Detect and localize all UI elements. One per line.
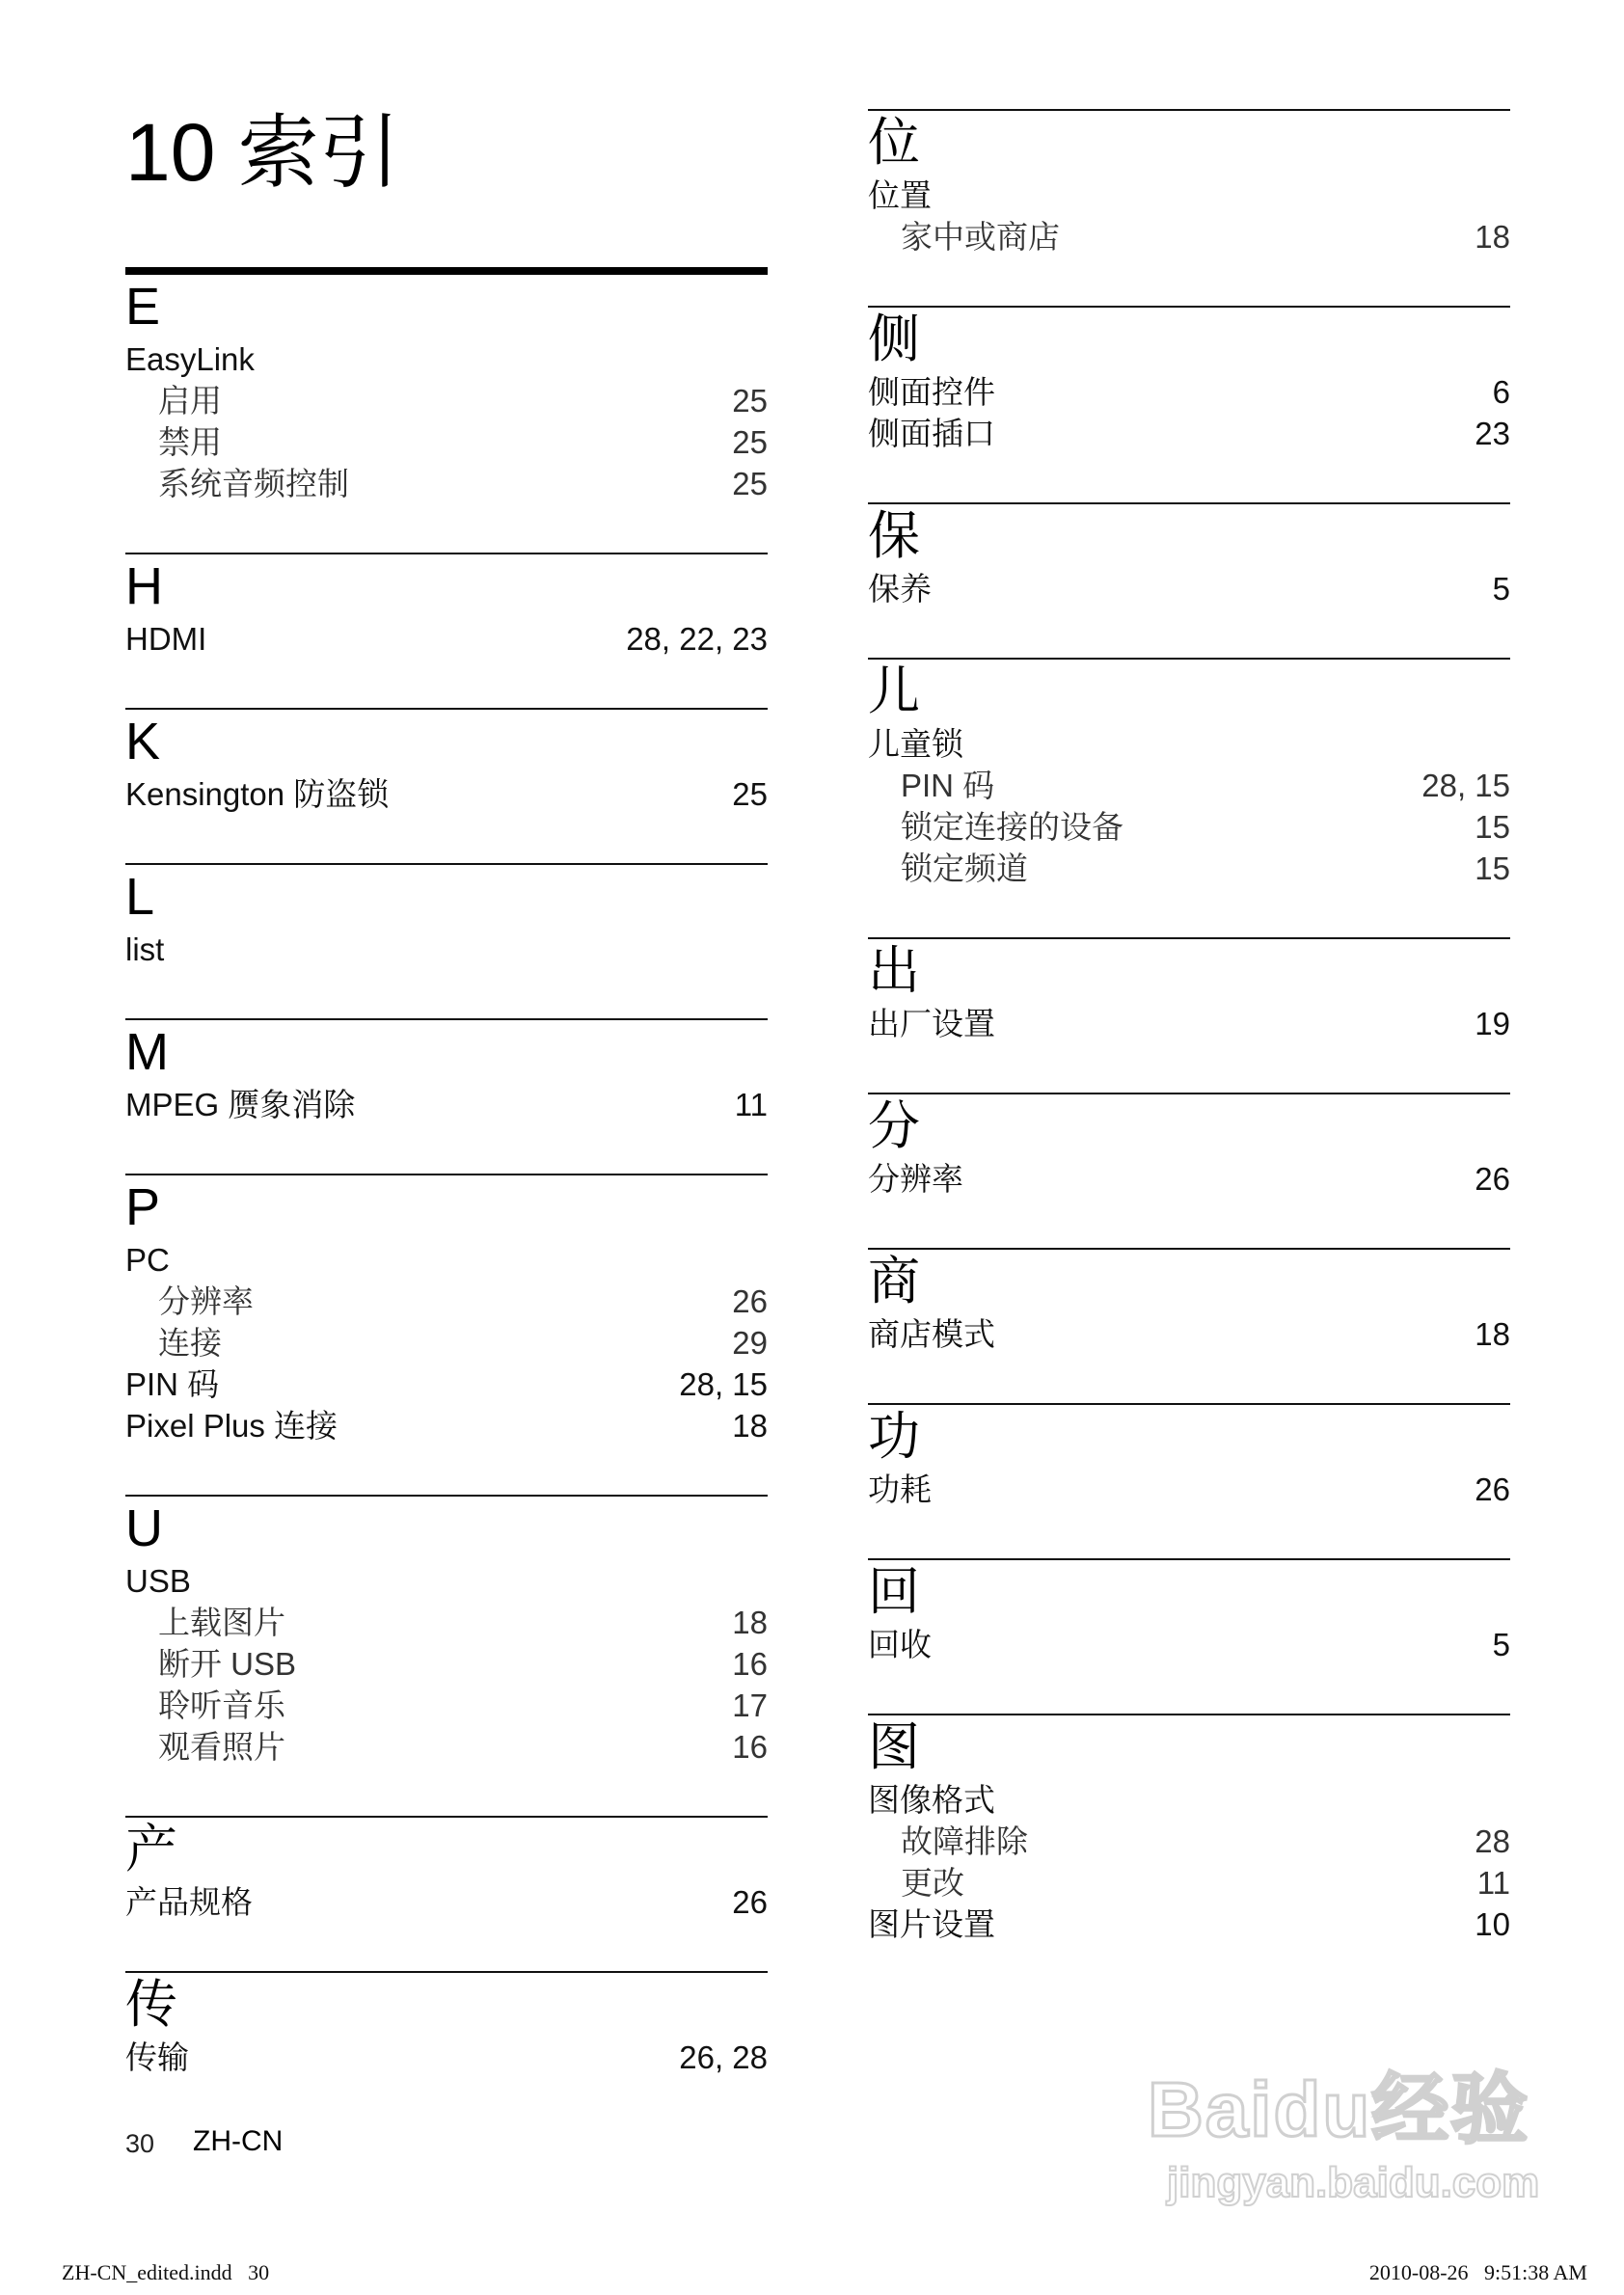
index-section [125, 708, 768, 863]
section-letter: M [125, 1023, 169, 1081]
index-subentry [125, 1726, 768, 1768]
index-subentry [868, 216, 1510, 257]
entry-page-numbers: 28, 15 [679, 1366, 768, 1402]
index-entry [868, 1313, 1510, 1355]
entry-label: 更改 [901, 1865, 964, 1901]
entry-label: list [125, 932, 165, 967]
index-entry [868, 413, 1510, 454]
section-letter: 位 [868, 114, 920, 172]
index-section [868, 109, 1510, 306]
index-entry [868, 1469, 1510, 1510]
index-entry [125, 1364, 768, 1405]
index-section [868, 306, 1510, 502]
entry-page-numbers: 18 [732, 1408, 768, 1444]
index-section [125, 1018, 768, 1174]
index-subentry [125, 1602, 768, 1643]
index-entry [125, 929, 768, 970]
section-letter: 功 [868, 1408, 920, 1466]
entry-page-numbers: 29 [732, 1325, 768, 1361]
section-letter: 分 [868, 1097, 920, 1155]
index-entry [868, 1904, 1510, 1945]
watermark-brand: Baidu经验 [1148, 2066, 1530, 2152]
index-entry [125, 1560, 768, 1602]
entry-page-numbers: 11 [734, 1087, 768, 1122]
watermark-url: jingyan.baidu.com [1167, 2159, 1540, 2206]
index-entry [868, 1624, 1510, 1665]
entry-page-numbers: 18 [1475, 219, 1510, 255]
entry-label: HDMI [125, 621, 207, 657]
entry-label: 启用 [158, 383, 222, 418]
entry-page-numbers: 15 [1475, 850, 1510, 886]
section-letter: 产 [125, 1821, 177, 1878]
section-letter: 出 [868, 942, 920, 1000]
entry-label: 功耗 [868, 1472, 932, 1507]
entry-label: PIN 码 [125, 1366, 220, 1402]
index-section [868, 1093, 1510, 1248]
entry-label: 连接 [158, 1325, 222, 1361]
index-entry [868, 175, 1510, 216]
index-section [868, 1248, 1510, 1403]
entry-label: 产品规格 [125, 1884, 253, 1920]
index-entry [125, 618, 768, 660]
index-entry [868, 371, 1510, 413]
section-letter: 商 [868, 1253, 920, 1310]
index-section [868, 502, 1510, 658]
entry-label: 分辨率 [158, 1283, 254, 1319]
index-subentry [125, 1322, 768, 1364]
entry-page-numbers: 10 [1475, 1906, 1510, 1942]
entry-label: USB [125, 1563, 191, 1599]
index-subentry [868, 848, 1510, 889]
index-entry [125, 1881, 768, 1923]
index-subentry [125, 380, 768, 421]
entry-page-numbers: 15 [1475, 809, 1510, 845]
index-entry [125, 2037, 768, 2078]
section-letter: P [125, 1178, 161, 1236]
index-section [125, 863, 768, 1018]
entry-label: Kensington 防盗锁 [125, 776, 390, 812]
section-letter: E [125, 278, 161, 336]
index-section [868, 658, 1510, 937]
index-entry [868, 1779, 1510, 1821]
language-code: ZH-CN [193, 2125, 284, 2157]
index-section [125, 267, 768, 553]
entry-label: 观看照片 [158, 1729, 285, 1765]
entry-label: 位置 [868, 177, 932, 213]
entry-page-numbers: 26 [1475, 1161, 1510, 1197]
index-subentry [868, 1821, 1510, 1862]
entry-label: 聆听音乐 [158, 1688, 285, 1723]
index-column-left [125, 267, 768, 2126]
entry-label: PIN 码 [901, 768, 995, 803]
entry-label: 侧面控件 [868, 374, 995, 410]
entry-page-numbers: 25 [732, 424, 768, 460]
entry-label: 传输 [125, 2039, 189, 2075]
section-letter: 传 [125, 1976, 177, 2034]
index-subentry [868, 806, 1510, 848]
index-section [868, 937, 1510, 1093]
index-section [125, 553, 768, 708]
index-entry [125, 338, 768, 380]
entry-label: 出厂设置 [868, 1006, 995, 1041]
entry-page-numbers: 18 [732, 1605, 768, 1640]
entry-label: 上载图片 [158, 1605, 285, 1640]
entry-page-numbers: 6 [1492, 374, 1510, 410]
entry-label: 分辨率 [868, 1161, 963, 1197]
section-letter: U [125, 1499, 163, 1557]
entry-page-numbers: 25 [732, 383, 768, 418]
index-entry [868, 1003, 1510, 1044]
entry-page-numbers: 28 [1475, 1823, 1510, 1859]
entry-page-numbers: 16 [732, 1729, 768, 1765]
index-column-right [868, 109, 1510, 1993]
entry-label: 图片设置 [868, 1906, 995, 1942]
entry-page-numbers: 28, 22, 23 [626, 621, 768, 657]
entry-page-numbers: 26, 28 [679, 2039, 768, 2075]
index-subentry [125, 421, 768, 463]
section-letter: 保 [868, 507, 920, 565]
entry-label: 儿童锁 [868, 726, 963, 762]
index-entry [125, 1405, 768, 1446]
index-subentry [868, 1862, 1510, 1904]
entry-label: PC [125, 1242, 170, 1278]
index-entry [868, 1158, 1510, 1200]
entry-page-numbers: 26 [1475, 1472, 1510, 1507]
entry-page-numbers: 5 [1492, 571, 1510, 607]
index-subentry [125, 1685, 768, 1726]
index-entry [125, 1239, 768, 1281]
index-subentry [868, 765, 1510, 806]
entry-label: 图像格式 [868, 1782, 995, 1818]
section-letter: 回 [868, 1563, 920, 1621]
entry-label: 回收 [868, 1627, 932, 1662]
index-subentry [125, 1643, 768, 1685]
index-section [868, 1403, 1510, 1558]
entry-label: MPEG 赝象消除 [125, 1087, 356, 1122]
entry-label: 故障排除 [901, 1823, 1028, 1859]
index-section [125, 1971, 768, 2126]
section-letter: K [125, 713, 161, 770]
section-letter: 侧 [868, 310, 920, 368]
entry-page-numbers: 26 [732, 1884, 768, 1920]
index-entry [868, 568, 1510, 609]
entry-label: Pixel Plus 连接 [125, 1408, 338, 1444]
entry-label: 侧面插口 [868, 416, 995, 451]
entry-label: 锁定频道 [901, 850, 1028, 886]
entry-page-numbers: 18 [1475, 1316, 1510, 1352]
entry-page-numbers: 26 [732, 1283, 768, 1319]
entry-page-numbers: 23 [1475, 416, 1510, 451]
entry-page-numbers: 25 [732, 466, 768, 501]
index-entry [868, 723, 1510, 765]
entry-page-numbers: 11 [1476, 1865, 1510, 1901]
section-letter: 儿 [868, 662, 920, 720]
entry-page-numbers: 16 [732, 1646, 768, 1682]
index-section [125, 1174, 768, 1495]
page-number: 30 [125, 2129, 155, 2158]
print-slug-timestamp: 2010-08-26 9:51:38 AM [1368, 2260, 1587, 2284]
entry-label: 家中或商店 [901, 219, 1060, 255]
entry-page-numbers: 5 [1492, 1627, 1510, 1662]
entry-label: EasyLink [125, 341, 255, 377]
index-section [125, 1495, 768, 1816]
section-letter: H [125, 557, 163, 615]
section-letter: L [125, 868, 155, 926]
entry-label: 锁定连接的设备 [901, 809, 1123, 845]
entry-page-numbers: 28, 15 [1421, 768, 1510, 803]
page-title: 10 索引 [125, 107, 400, 198]
baidu-watermark [1148, 2064, 1601, 2228]
index-subentry [125, 463, 768, 504]
print-slug-file: ZH-CN_edited.indd 30 [62, 2260, 270, 2284]
index-subentry [125, 1281, 768, 1322]
entry-label: 禁用 [158, 424, 222, 460]
index-section [125, 1816, 768, 1971]
entry-label: 断开 USB [158, 1646, 297, 1682]
entry-label: 系统音频控制 [158, 466, 349, 501]
index-section [868, 1714, 1510, 1993]
entry-page-numbers: 17 [732, 1688, 768, 1723]
entry-page-numbers: 19 [1475, 1006, 1510, 1041]
index-entry [125, 1084, 768, 1125]
entry-label: 保养 [868, 571, 932, 607]
entry-page-numbers: 25 [732, 776, 768, 812]
index-section [868, 1558, 1510, 1714]
entry-label: 商店模式 [868, 1316, 995, 1352]
section-letter: 图 [868, 1718, 920, 1776]
index-entry [125, 773, 768, 815]
